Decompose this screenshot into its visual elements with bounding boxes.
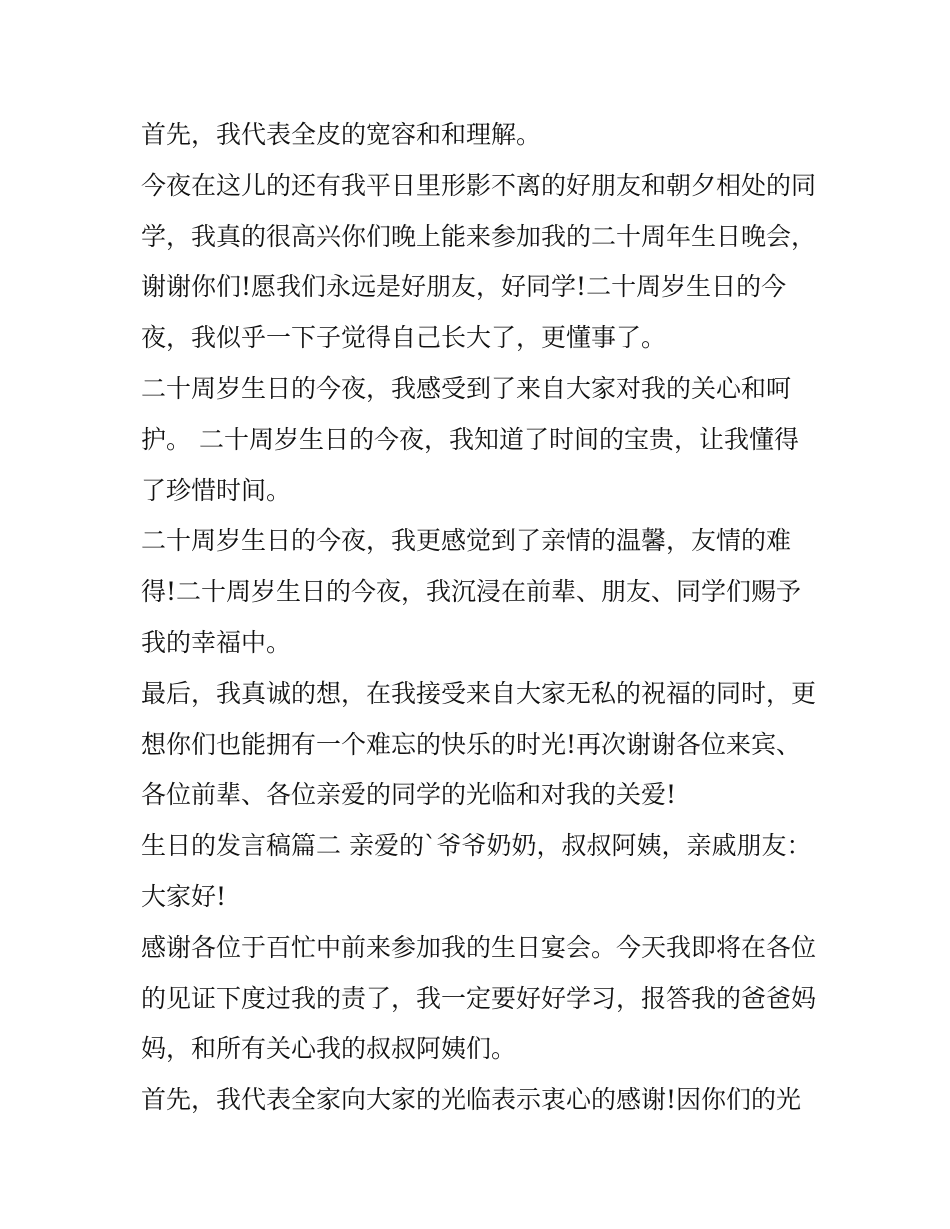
text-line: 的见证下度过我的责了，我一定要好好学习，报答我的爸爸妈 (141, 983, 817, 1013)
text-line: 二十周岁生日的今夜，我感受到了来自大家对我的关心和呵 (141, 373, 792, 403)
text-line: 各位前辈、各位亲爱的同学的光临和对我的关爱! (141, 780, 677, 810)
text-line: 护。 二十周岁生日的今夜，我知道了时间的宝贵，让我懂得 (141, 424, 799, 454)
text-line: 二十周岁生日的今夜，我更感觉到了亲情的温馨，友情的难 (141, 526, 792, 556)
text-line: 了珍惜时间。 (141, 475, 292, 505)
text-line: 谢谢你们!愿我们永远是好朋友，好同学!二十周岁生日的今 (141, 272, 787, 302)
text-line: 妈，和所有关心我的叔叔阿姨们。 (141, 1034, 517, 1064)
text-line: 生日的发言稿篇二 亲爱的`爷爷奶奶，叔叔阿姨，亲戚朋友： (141, 831, 812, 861)
text-line: 得!二十周岁生日的今夜，我沉浸在前辈、朋友、同学们赐予 (141, 577, 802, 607)
text-line: 大家好! (141, 881, 227, 911)
text-line: 今夜在这儿的还有我平日里形影不离的好朋友和朝夕相处的同 (141, 170, 817, 200)
text-line: 学，我真的很高兴你们晚上能来参加我的二十周年生日晚会， (141, 221, 817, 251)
text-line: 最后，我真诚的想，在我接受来自大家无私的祝福的同时，更 (141, 678, 817, 708)
text-line: 首先，我代表全皮的宽容和和理解。 (141, 120, 542, 149)
text-line: 夜，我似乎一下子觉得自己长大了，更懂事了。 (141, 323, 667, 353)
text-line: 首先，我代表全家向大家的光临表示衷心的感谢!因你们的光 (141, 1085, 802, 1115)
text-line: 想你们也能拥有一个难忘的快乐的时光!再次谢谢各位来宾、 (141, 729, 802, 759)
body-text (141, 110, 821, 1126)
text-line: 感谢各位于百忙中前来参加我的生日宴会。今天我即将在各位 (141, 932, 817, 962)
text-line: 我的幸福中。 (141, 627, 292, 657)
